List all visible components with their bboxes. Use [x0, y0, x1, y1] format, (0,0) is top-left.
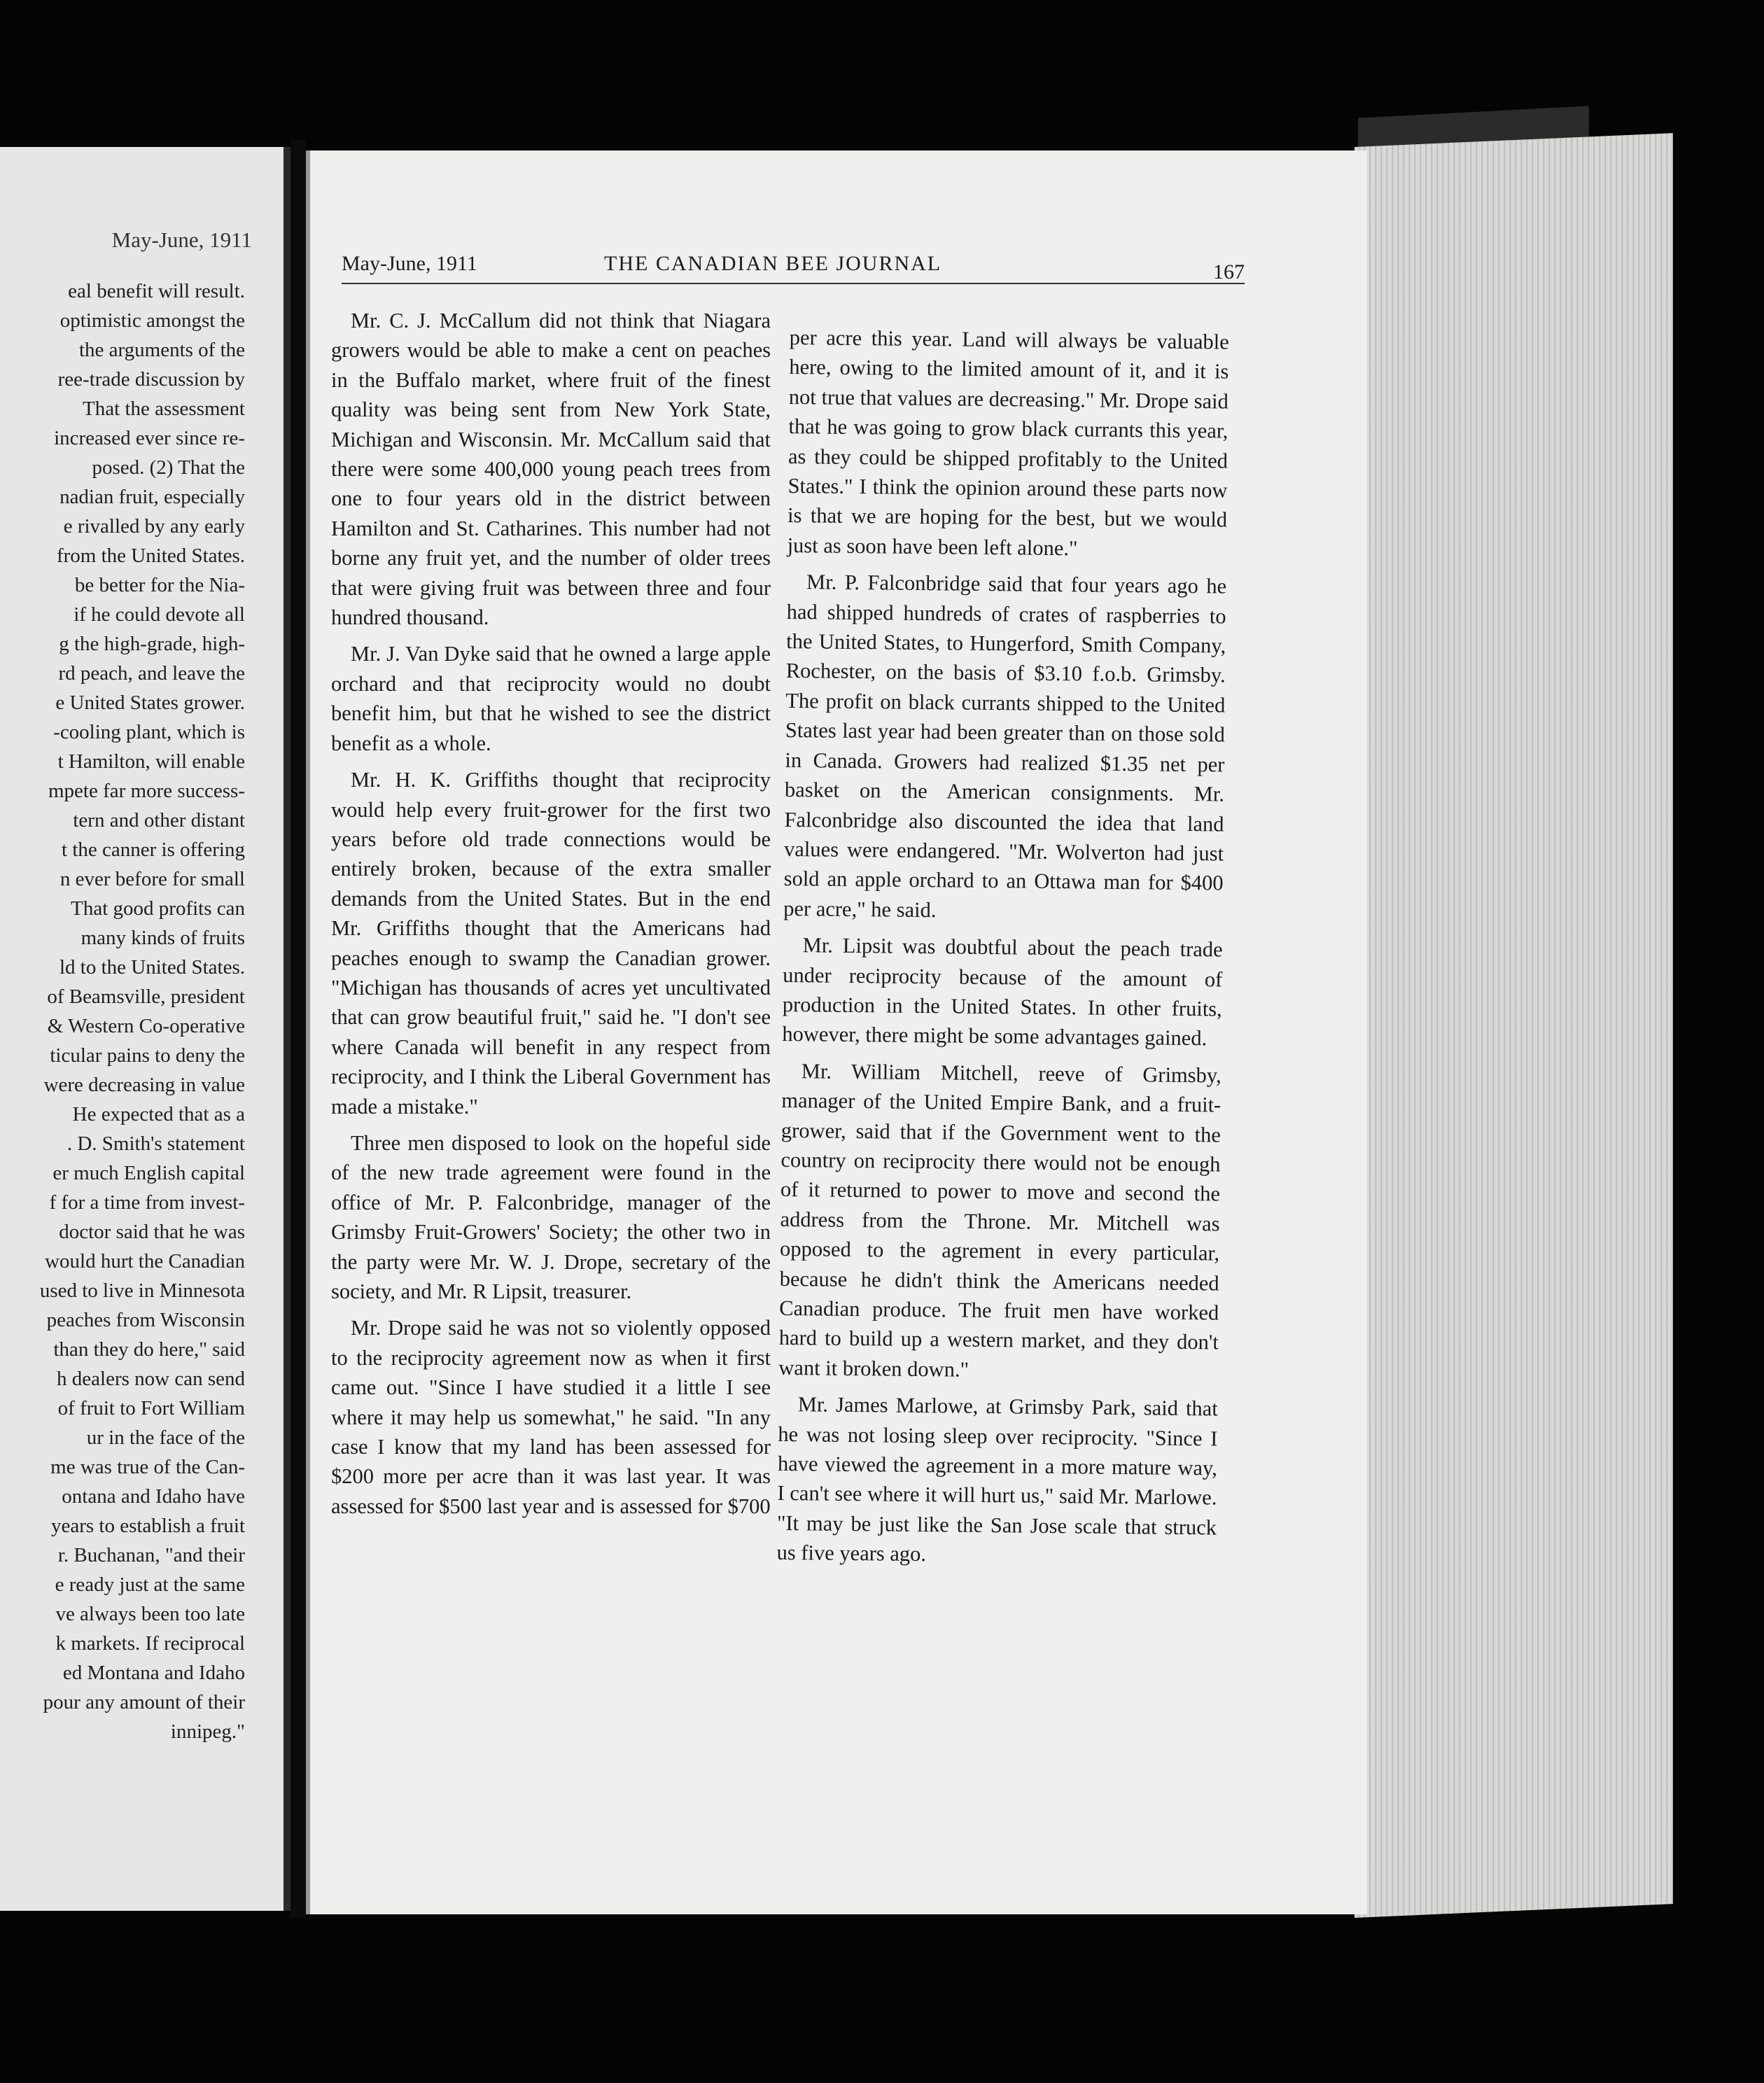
- page-edges: [1354, 133, 1673, 1918]
- text-column-2: [776, 323, 1229, 1579]
- left-text-line: nadian fruit, especially: [59, 486, 245, 508]
- page-number: 167: [1213, 260, 1245, 283]
- left-text-line: ld to the United States.: [59, 956, 245, 979]
- left-text-line: increased ever since re-: [54, 427, 245, 449]
- left-text-line: ve always been too late: [55, 1603, 245, 1625]
- left-text-line: & Western Co-operative: [47, 1015, 245, 1037]
- left-text-line: . D. Smith's statement: [66, 1132, 245, 1155]
- paragraph: Mr. Drope said he was not so violently opposed to the reciprocity agreement now as when it first came out. "Since I have studied it a little I see where it may help us somewhat," he said. "In any case I know that my land has been assessed for $200 more per acre than it was last year. It was assessed for $500 last year and is assessed for $700: [331, 1316, 771, 1518]
- left-text-line: That good profits can: [71, 897, 245, 920]
- left-text-line: innipeg.": [170, 1720, 245, 1743]
- paragraph: Mr. C. J. McCallum did not think that Niagara growers would be able to make a cent on peaches in the Buffalo market, where fruit of the finest quality was being sent from New York State, Michigan and Wisconsin. Mr. McCallum said that there were some 400,000 young peach trees from one to four years old in the district between Hamilton and St. Catharines. This number had not borne any fruit yet, and the number of older trees that were giving fruit was between three and four hundred thousand.: [331, 309, 771, 630]
- left-text-line: doctor said that he was: [59, 1221, 245, 1243]
- left-text-line: That the assessment: [83, 398, 245, 420]
- book-gutter: [290, 140, 306, 1932]
- left-text-line: the arguments of the: [78, 339, 245, 361]
- left-text-line: e ready just at the same: [55, 1573, 245, 1596]
- left-text-line: g the high-grade, high-: [59, 633, 245, 655]
- left-text-line: years to establish a fruit: [50, 1515, 245, 1537]
- left-text-line: -cooling plant, which is: [53, 721, 245, 743]
- text-column-1: [331, 306, 771, 1528]
- left-text-line: peaches from Wisconsin: [46, 1309, 245, 1331]
- left-text-line: h dealers now can send: [57, 1368, 245, 1390]
- left-text-line: many kinds of fruits: [80, 927, 245, 949]
- left-text-line: k markets. If reciprocal: [55, 1632, 245, 1655]
- background-shadow: [0, 1918, 1764, 2083]
- left-text-line: er much English capital: [52, 1162, 245, 1184]
- paragraph: Mr. H. K. Griffiths thought that reciprocity would help every fruit-grower for the first two years before old trade connections would be entirely broken, because of the extra smaller demands from the United States. But in the end Mr. Griffiths thought that the Americans had peaches enough to swamp the Canadian grower. "Michigan has thousands of acres yet uncultivated that can grow beautiful fruit," said he. "I don't see where Canada will benefit in any respect from reciprocity, and I think the Liberal Government has made a mistake.": [331, 768, 771, 1118]
- left-text-line: than they do here," said: [53, 1338, 245, 1361]
- left-text-line: posed. (2) That the: [92, 456, 245, 479]
- journal-title: THE CANADIAN BEE JOURNAL: [604, 252, 942, 275]
- left-text-line: r. Buchanan, "and their: [57, 1544, 245, 1566]
- left-text-line: of Beamsville, president: [47, 986, 245, 1008]
- left-text-line: eal benefit will result.: [68, 280, 245, 302]
- left-page-header: May-June, 1911: [111, 227, 252, 252]
- left-text-line: of fruit to Fort William: [57, 1397, 245, 1419]
- left-text-line: ontana and Idaho have: [62, 1485, 245, 1508]
- left-page-text: [0, 276, 245, 1746]
- left-text-line: optimistic amongst the: [59, 309, 245, 332]
- paragraph: Mr. James Marlowe, at Grimsby Park, said that he was not losing sleep over reciprocity. "Since I have viewed the agreement in a more mature way, I can't see where it will hurt us," said Mr. Marlowe. "It may be just like the San Jose scale that struck us five years ago.: [776, 1392, 1218, 1566]
- left-text-line: were decreasing in value: [43, 1074, 245, 1096]
- paragraph: Mr. Lipsit was doubtful about the peach trade under reciprocity because of the amount of production in the United States. In other fruits, however, there might be some advantages gained.: [782, 933, 1223, 1051]
- left-text-line: if he could devote all: [74, 603, 245, 626]
- paragraph-continuation: per acre this year. Land will always be valuable here, owing to the limited amount of it, and it is not true that values are decreasing." Mr. Drope said that he was going to grow black currants this year, as they could be shipped profitably to the United States." I think the opinion around these parts now is that we are hoping for the best, but we would just as soon have been left alone.": [787, 325, 1229, 561]
- running-header: [342, 252, 1245, 284]
- left-text-line: ed Montana and Idaho: [62, 1662, 245, 1684]
- left-text-line: He expected that as a: [72, 1103, 245, 1125]
- left-text-line: ur in the face of the: [86, 1426, 245, 1449]
- left-text-line: n ever before for small: [59, 868, 245, 890]
- left-text-line: f for a time from invest-: [49, 1191, 245, 1214]
- left-text-line: t the canner is offering: [62, 839, 245, 861]
- paragraph: Mr. William Mitchell, reeve of Grimsby, manager of the United Empire Bank, and a fruit-grower, said that if the Government went to the country on reciprocity there would not be enough of it returned to power to move and second the address from the Throne. Mr. Mitchell was opposed to the agrement in every particular, because he didn't think the Americans needed Canadian produce. The fruit men have worked hard to build up a western market, and they don't want it broken down.": [778, 1058, 1222, 1382]
- left-text-line: e United States grower.: [55, 692, 245, 714]
- header-date: May-June, 1911: [342, 252, 477, 275]
- left-text-line: e rivalled by any early: [63, 515, 245, 538]
- left-text-line: t Hamilton, will enable: [57, 750, 245, 773]
- left-text-line: tern and other distant: [73, 809, 245, 832]
- left-text-line: ree-trade discussion by: [57, 368, 245, 391]
- paragraph: Mr. J. Van Dyke said that he owned a large apple orchard and that reciprocity would no doubt benefit him, but that he wished to see the district benefit as a whole.: [331, 642, 771, 755]
- left-text-line: would hurt the Canadian: [45, 1250, 245, 1272]
- left-page: [0, 147, 290, 1911]
- left-text-line: pour any amount of their: [43, 1691, 245, 1713]
- left-text-line: me was true of the Can-: [50, 1456, 245, 1478]
- left-text-line: used to live in Minnesota: [39, 1279, 245, 1302]
- left-text-line: rd peach, and leave the: [58, 662, 245, 685]
- left-text-line: be better for the Nia-: [74, 574, 245, 596]
- left-text-line: ticular pains to deny the: [50, 1044, 245, 1067]
- paragraph: Mr. P. Falconbridge said that four years ago he had shipped hundreds of crates of raspberries to the United States, to Hungerford, Smith Company, Rochester, on the basis of $3.10 f.o.b. Grimsby. The profit on black currants shipped to the United States last year had been greater than on those sold in Canada. Growers had realized $1.35 net per basket on the American consignments. Mr. Falconbridge also discounted the idea that land values were endangered. "Mr. Wolverton had just sold an apple orchard to an Ottawa man for $400 per acre," he said.: [783, 570, 1227, 922]
- left-text-line: from the United States.: [56, 545, 245, 567]
- right-page: [306, 150, 1367, 1914]
- left-text-line: mpete far more success-: [48, 780, 245, 802]
- paragraph: Three men disposed to look on the hopeful side of the new trade agreement were found in the office of Mr. P. Falconbridge, manager of the Grimsby Fruit-Growers' Society; the other two in the party were Mr. W. J. Drope, secretary of the society, and Mr. R Lipsit, treasurer.: [331, 1130, 771, 1303]
